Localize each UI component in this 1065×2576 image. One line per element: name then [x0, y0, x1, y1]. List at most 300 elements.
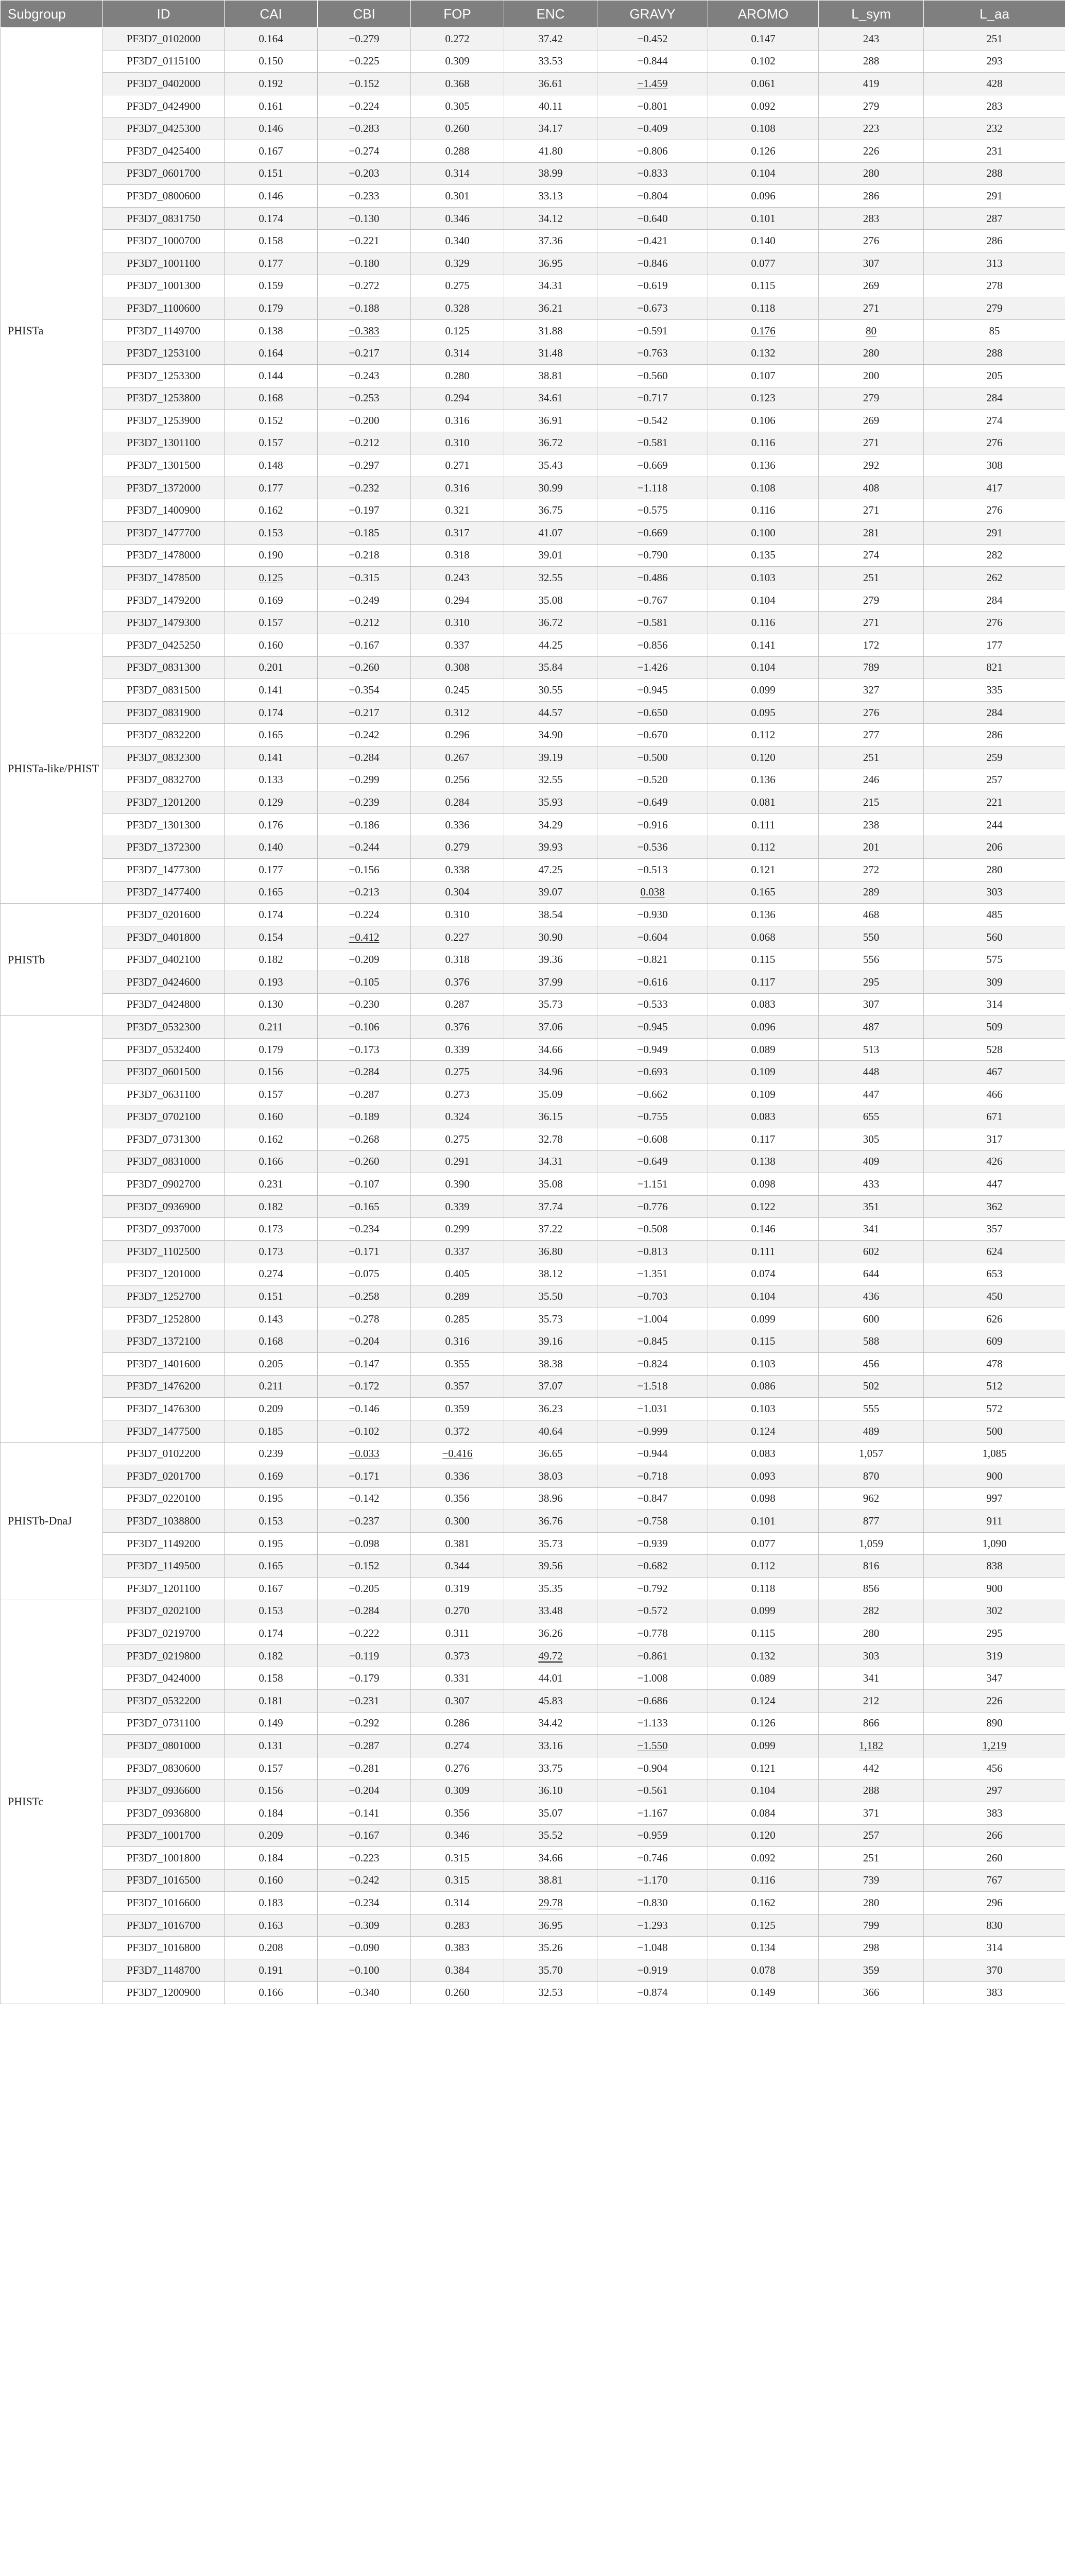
cbi-value: −0.253: [349, 392, 380, 404]
cbi-value: −0.212: [349, 436, 380, 449]
aromo-value: 0.176: [751, 324, 776, 337]
enc-cell: [504, 1892, 597, 1914]
gravy-value: −0.999: [637, 1425, 668, 1437]
id-value: PF3D7_0402000: [126, 77, 201, 90]
l-sym-cell: [819, 1735, 924, 1757]
l-sym-cell: [819, 1195, 924, 1218]
id-cell: [103, 1443, 225, 1465]
l-sym-value: 200: [863, 369, 880, 382]
gravy-cell: [597, 1981, 708, 2004]
l-sym-value: 856: [863, 1582, 880, 1595]
aromo-cell: [708, 275, 819, 297]
l-sym-value: 238: [863, 818, 880, 831]
gravy-cell: [597, 275, 708, 297]
cbi-value: −0.180: [349, 257, 380, 269]
l-aa-cell: [924, 679, 1065, 702]
l-sym-cell: [819, 140, 924, 162]
id-cell: [103, 1667, 225, 1690]
gravy-value: −0.919: [637, 1963, 668, 1976]
enc-value: 39.93: [538, 841, 563, 854]
cai-value: 0.154: [259, 930, 283, 943]
table-row: [1, 1487, 1065, 1510]
l-aa-value: 767: [986, 1874, 1003, 1887]
fop-value: −0.416: [442, 1447, 473, 1460]
fop-value: 0.288: [445, 144, 470, 157]
id-cell: [103, 1487, 225, 1510]
table-row: [1, 1959, 1065, 1982]
fop-value: 0.405: [445, 1267, 470, 1280]
fop-value: 0.286: [445, 1717, 470, 1730]
cai-cell: [225, 454, 318, 477]
l-aa-cell: [924, 1959, 1065, 1982]
cbi-value: −0.172: [349, 1380, 380, 1393]
l-sym-cell: [819, 275, 924, 297]
subgroup-cell: PHISTb: [1, 904, 103, 1016]
cbi-value: −0.186: [349, 818, 380, 831]
gravy-cell: [597, 499, 708, 522]
gravy-cell: [597, 1150, 708, 1173]
cbi-value: −0.224: [349, 99, 380, 112]
cai-cell: [225, 28, 318, 50]
id-value: PF3D7_0601500: [126, 1065, 201, 1078]
l-sym-value: 269: [863, 279, 880, 292]
gravy-value: −0.520: [637, 773, 668, 786]
cai-value: 0.164: [259, 32, 283, 45]
l-sym-cell: [819, 1959, 924, 1982]
cai-value: 0.174: [259, 212, 283, 225]
cai-cell: [225, 1398, 318, 1420]
table-row: [1, 454, 1065, 477]
enc-cell: [504, 634, 597, 657]
l-sym-cell: [819, 656, 924, 679]
cbi-value: −0.141: [349, 1806, 380, 1819]
l-sym-cell: [819, 185, 924, 208]
fop-cell: [411, 1712, 504, 1735]
table-row: [1, 1285, 1065, 1308]
id-value: PF3D7_0401800: [126, 930, 201, 943]
l-aa-value: 293: [986, 55, 1003, 67]
l-aa-value: 456: [986, 1761, 1003, 1774]
l-sym-cell: [819, 679, 924, 702]
aromo-value: 0.078: [751, 1963, 776, 1976]
l-sym-cell: [819, 387, 924, 410]
aromo-cell: [708, 477, 819, 499]
aromo-cell: [708, 252, 819, 275]
aromo-value: 0.099: [751, 1739, 776, 1752]
fop-value: 0.376: [445, 1020, 470, 1033]
l-aa-cell: [924, 1780, 1065, 1802]
enc-cell: [504, 1150, 597, 1173]
enc-value: 37.74: [538, 1200, 563, 1213]
id-value: PF3D7_1301500: [126, 459, 201, 472]
cbi-cell: [318, 1308, 411, 1330]
l-aa-value: 370: [986, 1963, 1003, 1976]
l-sym-value: 280: [863, 347, 880, 360]
gravy-cell: [597, 432, 708, 454]
id-value: PF3D7_0832200: [126, 728, 201, 741]
enc-cell: [504, 1375, 597, 1398]
l-aa-cell: [924, 1330, 1065, 1353]
table-row: [1, 1510, 1065, 1533]
l-sym-cell: [819, 993, 924, 1016]
gravy-value: −1.170: [637, 1874, 668, 1887]
fop-value: 0.357: [445, 1380, 470, 1393]
gravy-cell: [597, 1083, 708, 1106]
id-cell: [103, 207, 225, 230]
id-value: PF3D7_1148700: [127, 1963, 200, 1976]
cai-cell: [225, 904, 318, 926]
gravy-cell: [597, 1802, 708, 1824]
aromo-cell: [708, 140, 819, 162]
cai-value: 0.138: [259, 324, 283, 337]
cbi-value: −0.165: [349, 1200, 380, 1213]
cai-cell: [225, 1308, 318, 1330]
enc-cell: [504, 791, 597, 814]
cbi-cell: [318, 1869, 411, 1892]
fop-value: 0.256: [445, 773, 470, 786]
cai-value: 0.162: [259, 504, 283, 517]
gravy-cell: [597, 1443, 708, 1465]
cai-value: 0.157: [259, 436, 283, 449]
enc-cell: [504, 1353, 597, 1376]
table-row: [1, 679, 1065, 702]
gravy-cell: [597, 185, 708, 208]
cbi-cell: [318, 567, 411, 589]
id-value: PF3D7_1252800: [126, 1312, 201, 1325]
fop-value: 0.331: [445, 1672, 470, 1685]
aromo-value: 0.083: [751, 1110, 776, 1123]
l-aa-value: 288: [986, 347, 1003, 360]
table-row: [1, 275, 1065, 297]
aromo-cell: [708, 117, 819, 140]
l-sym-value: 201: [863, 841, 880, 854]
cai-cell: [225, 1218, 318, 1241]
cai-value: 0.177: [259, 257, 283, 269]
enc-value: 34.66: [538, 1043, 563, 1056]
cbi-value: −0.287: [349, 1739, 380, 1752]
aromo-cell: [708, 364, 819, 387]
l-aa-cell: [924, 612, 1065, 634]
id-cell: [103, 948, 225, 971]
gravy-value: −0.561: [637, 1784, 668, 1797]
l-sym-value: 257: [863, 1829, 880, 1842]
enc-value: 34.12: [538, 212, 563, 225]
cai-value: 0.160: [259, 638, 283, 651]
gravy-value: −0.452: [637, 32, 668, 45]
fop-value: 0.315: [445, 1851, 470, 1864]
enc-value: 38.38: [538, 1357, 563, 1370]
enc-value: 36.15: [538, 1110, 563, 1123]
l-aa-value: 428: [986, 77, 1003, 90]
fop-cell: [411, 207, 504, 230]
id-cell: [103, 769, 225, 791]
gravy-cell: [597, 410, 708, 432]
cbi-cell: [318, 679, 411, 702]
gravy-value: −0.767: [637, 594, 668, 606]
aromo-value: 0.126: [751, 1717, 776, 1730]
id-cell: [103, 679, 225, 702]
cbi-cell: [318, 1645, 411, 1667]
aromo-cell: [708, 814, 819, 836]
cai-cell: [225, 612, 318, 634]
id-value: PF3D7_1016500: [126, 1874, 201, 1887]
fop-cell: [411, 769, 504, 791]
l-aa-cell: [924, 117, 1065, 140]
table-row: [1, 1532, 1065, 1555]
cai-cell: [225, 499, 318, 522]
cai-cell: [225, 162, 318, 185]
enc-cell: [504, 1689, 597, 1712]
aromo-value: 0.081: [751, 795, 776, 808]
aromo-value: 0.103: [751, 571, 776, 584]
enc-value: 35.35: [538, 1582, 563, 1595]
fop-cell: [411, 319, 504, 342]
l-aa-value: 232: [986, 122, 1003, 135]
l-aa-value: 830: [986, 1919, 1003, 1931]
header-aromo: AROMO: [708, 1, 819, 28]
cai-cell: [225, 387, 318, 410]
cai-value: 0.165: [259, 728, 283, 741]
cai-cell: [225, 1106, 318, 1128]
id-cell: [103, 364, 225, 387]
cbi-cell: [318, 252, 411, 275]
l-sym-value: 280: [863, 1626, 880, 1639]
fop-value: 0.373: [445, 1649, 470, 1662]
table-row: [1, 410, 1065, 432]
fop-value: 0.271: [445, 459, 470, 472]
l-aa-value: 276: [986, 616, 1003, 629]
cai-cell: [225, 971, 318, 993]
l-aa-value: 259: [986, 751, 1003, 764]
fop-value: 0.299: [445, 1223, 470, 1235]
cbi-cell: [318, 814, 411, 836]
fop-cell: [411, 612, 504, 634]
l-aa-cell: [924, 634, 1065, 657]
aromo-value: 0.132: [751, 347, 776, 360]
l-aa-cell: [924, 1218, 1065, 1241]
l-sym-cell: [819, 477, 924, 499]
cai-value: 0.168: [259, 1335, 283, 1348]
aromo-cell: [708, 1555, 819, 1578]
aromo-cell: [708, 701, 819, 724]
enc-cell: [504, 904, 597, 926]
cbi-cell: [318, 836, 411, 859]
cai-cell: [225, 1150, 318, 1173]
l-sym-cell: [819, 589, 924, 612]
gravy-cell: [597, 230, 708, 252]
table-row: [1, 1667, 1065, 1690]
l-sym-value: 269: [863, 414, 880, 427]
table-row: [1, 297, 1065, 320]
l-aa-cell: [924, 1622, 1065, 1645]
fop-value: 0.311: [445, 1626, 470, 1639]
aromo-value: 0.098: [751, 1178, 776, 1191]
fop-cell: [411, 1106, 504, 1128]
header-cai: CAI: [225, 1, 318, 28]
enc-value: 33.13: [538, 189, 563, 202]
aromo-cell: [708, 1218, 819, 1241]
l-aa-cell: [924, 1869, 1065, 1892]
header-gravy: GRAVY: [597, 1, 708, 28]
cbi-cell: [318, 1981, 411, 2004]
aromo-value: 0.109: [751, 1065, 776, 1078]
cbi-cell: [318, 230, 411, 252]
header-row: [1, 1, 1065, 28]
id-value: PF3D7_1372100: [126, 1335, 201, 1348]
l-sym-value: 279: [863, 99, 880, 112]
gravy-cell: [597, 1757, 708, 1780]
l-aa-cell: [924, 769, 1065, 791]
l-aa-value: 283: [986, 99, 1003, 112]
fop-cell: [411, 342, 504, 365]
l-aa-cell: [924, 1510, 1065, 1533]
id-value: PF3D7_1100600: [127, 301, 200, 314]
fop-value: 0.294: [445, 392, 470, 404]
table-row: [1, 1353, 1065, 1376]
id-cell: [103, 342, 225, 365]
fop-cell: [411, 1959, 504, 1982]
id-cell: [103, 1712, 225, 1735]
aromo-cell: [708, 1869, 819, 1892]
l-aa-cell: [924, 1892, 1065, 1914]
l-sym-cell: [819, 1038, 924, 1061]
id-cell: [103, 904, 225, 926]
gravy-cell: [597, 1308, 708, 1330]
cai-cell: [225, 679, 318, 702]
l-sym-value: 588: [863, 1335, 880, 1348]
aromo-cell: [708, 1780, 819, 1802]
aromo-cell: [708, 319, 819, 342]
cai-cell: [225, 1869, 318, 1892]
id-value: PF3D7_0832300: [126, 751, 201, 764]
id-value: PF3D7_0202100: [126, 1604, 201, 1617]
fop-cell: [411, 185, 504, 208]
cai-value: 0.146: [259, 122, 283, 135]
cbi-cell: [318, 1285, 411, 1308]
enc-cell: [504, 499, 597, 522]
id-cell: [103, 28, 225, 50]
aromo-value: 0.101: [751, 1514, 776, 1527]
gravy-value: −0.409: [637, 122, 668, 135]
fop-cell: [411, 1420, 504, 1443]
id-value: PF3D7_1102500: [127, 1245, 200, 1258]
gravy-cell: [597, 387, 708, 410]
l-sym-value: 271: [863, 616, 880, 629]
l-sym-cell: [819, 1824, 924, 1847]
enc-value: 37.07: [538, 1380, 563, 1393]
table-row: [1, 1106, 1065, 1128]
id-cell: [103, 993, 225, 1016]
cai-cell: [225, 1600, 318, 1622]
l-sym-value: 655: [863, 1110, 880, 1123]
fop-cell: [411, 1824, 504, 1847]
l-aa-cell: [924, 1600, 1065, 1622]
aromo-value: 0.096: [751, 189, 776, 202]
fop-value: 0.260: [445, 122, 470, 135]
l-aa-value: 609: [986, 1335, 1003, 1348]
gravy-cell: [597, 1622, 708, 1645]
fop-cell: [411, 1218, 504, 1241]
fop-value: 0.318: [445, 549, 470, 562]
table-row: [1, 432, 1065, 454]
fop-value: 0.384: [445, 1963, 470, 1976]
enc-cell: [504, 28, 597, 50]
gravy-value: −0.746: [637, 1851, 668, 1864]
gravy-value: −0.581: [637, 616, 668, 629]
cai-value: 0.193: [259, 975, 283, 988]
fop-value: 0.272: [445, 32, 470, 45]
cbi-cell: [318, 387, 411, 410]
id-value: PF3D7_0425400: [126, 144, 201, 157]
fop-value: 0.273: [445, 1088, 470, 1100]
l-aa-cell: [924, 791, 1065, 814]
enc-cell: [504, 522, 597, 545]
fop-cell: [411, 364, 504, 387]
enc-cell: [504, 1712, 597, 1735]
cai-value: 0.164: [259, 347, 283, 360]
cbi-value: −0.224: [349, 908, 380, 921]
l-sym-cell: [819, 1330, 924, 1353]
fop-value: 0.287: [445, 998, 470, 1011]
l-aa-value: 205: [986, 369, 1003, 382]
l-sym-value: 283: [863, 212, 880, 225]
gravy-cell: [597, 73, 708, 95]
cai-value: 0.166: [259, 1155, 283, 1168]
aromo-value: 0.103: [751, 1402, 776, 1415]
enc-cell: [504, 1173, 597, 1196]
enc-value: 35.70: [538, 1963, 563, 1976]
l-aa-value: 279: [986, 301, 1003, 314]
l-aa-cell: [924, 95, 1065, 117]
id-cell: [103, 612, 225, 634]
l-sym-cell: [819, 1555, 924, 1578]
enc-cell: [504, 342, 597, 365]
id-cell: [103, 1780, 225, 1802]
cai-value: 0.201: [259, 661, 283, 674]
fop-cell: [411, 162, 504, 185]
fop-value: 0.308: [445, 661, 470, 674]
l-aa-value: 467: [986, 1065, 1003, 1078]
aromo-value: 0.103: [751, 1357, 776, 1370]
l-aa-value: 575: [986, 953, 1003, 966]
id-value: PF3D7_1301300: [126, 818, 201, 831]
subgroup-cell: PHISTa: [1, 28, 103, 634]
enc-value: 33.53: [538, 55, 563, 67]
cbi-value: −0.274: [349, 144, 380, 157]
id-value: PF3D7_0425300: [126, 122, 201, 135]
table-row: [1, 1847, 1065, 1870]
cai-value: 0.150: [259, 55, 283, 67]
cbi-value: −0.197: [349, 504, 380, 517]
table-row: [1, 1195, 1065, 1218]
l-aa-value: 624: [986, 1245, 1003, 1258]
gravy-cell: [597, 1353, 708, 1376]
enc-cell: [504, 1510, 597, 1533]
fop-value: 0.344: [445, 1560, 470, 1572]
gravy-value: −1.518: [637, 1380, 668, 1393]
l-aa-value: 287: [986, 212, 1003, 225]
header-cbi: CBI: [318, 1, 411, 28]
fop-cell: [411, 28, 504, 50]
l-sym-value: 80: [866, 324, 877, 337]
fop-value: 0.309: [445, 1784, 470, 1797]
fop-value: 0.337: [445, 638, 470, 651]
l-sym-value: 279: [863, 392, 880, 404]
l-sym-value: 487: [863, 1020, 880, 1033]
id-cell: [103, 185, 225, 208]
gravy-value: −0.670: [637, 728, 668, 741]
cbi-value: −0.218: [349, 549, 380, 562]
